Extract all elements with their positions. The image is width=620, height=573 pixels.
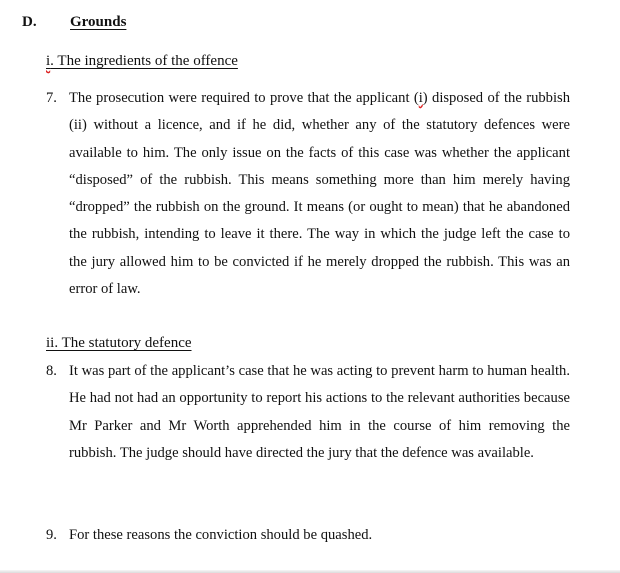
paragraph-number: 9. (46, 527, 57, 543)
section-heading (22, 14, 126, 31)
paragraph-number: 8. (46, 363, 57, 379)
spellcheck-flagged-word[interactable]: i (418, 90, 423, 106)
paragraph-9 (46, 522, 570, 549)
section-title: Grounds (70, 14, 127, 30)
subsection-title: . The ingredients of the offence (50, 53, 238, 69)
subsection-heading-ingredients (46, 53, 238, 70)
paragraph-7 (46, 85, 570, 303)
paragraph-text (69, 85, 570, 303)
subsection-heading-statutory-defence: ii. The statutory defence (46, 335, 192, 351)
paragraph-text: For these reasons the conviction should be quashed. (69, 527, 373, 543)
paragraph-text: It was part of the applicant’s case that he was acting to prevent harm to human health. He had not had an opportunity to report his actions to the relevant authorities because Mr Parker and Mr Worth apprehended him in the course of him removing the rubbish. The judge should have directed the jury that the defence was available. (69, 363, 570, 461)
paragraph-text-part: The prosecution were required to prove that the applicant ( (69, 90, 419, 106)
section-number: D. (22, 14, 37, 30)
spellcheck-flagged-word[interactable]: i (46, 53, 51, 69)
paragraph-text-part: ) disposed of the rubbish (ii) without a licence, and if he did, whether any of the statutory defences were available to him. The only issue on the facts of this case was whether the applicant “disposed” of the rubbish. This means something more than him merely having “dropped” the rubbish on the ground. It means (or ought to mean) that he abandoned the rubbish, intending to leave it there. The way in which the judge left the case to the jury allowed him to be convicted if he merely dropped the rubbish. This was an error of law. (69, 90, 570, 298)
paragraph-8 (46, 358, 570, 467)
paragraph-number: 7. (46, 90, 57, 106)
